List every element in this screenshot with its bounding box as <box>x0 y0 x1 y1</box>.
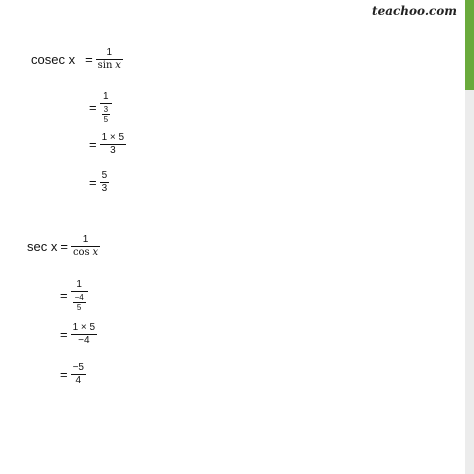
equals-sign: = <box>85 52 93 67</box>
equals-sign: = <box>60 239 68 254</box>
numerator: 1 × 5 <box>72 322 96 333</box>
fraction <box>71 362 86 387</box>
equals-sign: = <box>89 100 97 115</box>
cosec-line-3 <box>86 132 126 157</box>
denominator: 5 <box>76 303 82 312</box>
scroll-thumb[interactable] <box>465 0 474 90</box>
denominator: 3 <box>110 145 116 156</box>
numerator: 3 <box>103 105 109 114</box>
fraction <box>71 279 88 312</box>
sec-line-2 <box>57 279 88 312</box>
equals-sign: = <box>89 137 97 152</box>
fraction <box>96 47 123 72</box>
denominator: cos x <box>72 247 99 258</box>
denominator: 3 <box>101 183 108 194</box>
denominator: 4 <box>75 375 82 386</box>
sec-line-3 <box>57 322 97 347</box>
fraction <box>100 132 127 157</box>
sec-line-1 <box>27 234 100 259</box>
cosec-line-1 <box>31 47 123 72</box>
numerator: 1 <box>76 279 82 290</box>
denominator: sin x <box>97 60 121 71</box>
numerator: 1 × 5 <box>101 132 125 143</box>
fraction <box>100 91 112 124</box>
sec-line-4 <box>57 362 86 387</box>
numerator: −4 <box>74 293 84 302</box>
numerator: 1 <box>103 91 109 102</box>
fraction <box>71 322 98 347</box>
nested-fraction <box>102 105 110 124</box>
cosec-line-4 <box>86 170 109 195</box>
equals-sign: = <box>60 367 68 382</box>
fraction <box>100 170 110 195</box>
equals-sign: = <box>60 327 68 342</box>
denominator: −4 <box>78 335 90 346</box>
cosec-label: cosec x <box>31 52 76 67</box>
numerator: 5 <box>101 170 108 181</box>
brand-logo: teachoo.com <box>372 4 457 18</box>
denominator <box>100 104 112 124</box>
numerator: 1 <box>106 47 113 58</box>
fraction <box>71 234 100 259</box>
cosec-line-2 <box>86 91 112 124</box>
right-scroll-bar[interactable] <box>465 0 474 474</box>
numerator: −5 <box>72 362 84 373</box>
numerator: 1 <box>82 234 89 245</box>
denominator: 5 <box>103 115 109 124</box>
equals-sign: = <box>60 288 68 303</box>
nested-fraction <box>73 293 86 312</box>
denominator <box>71 292 88 312</box>
sec-label: sec x <box>27 239 58 254</box>
equals-sign: = <box>89 175 97 190</box>
